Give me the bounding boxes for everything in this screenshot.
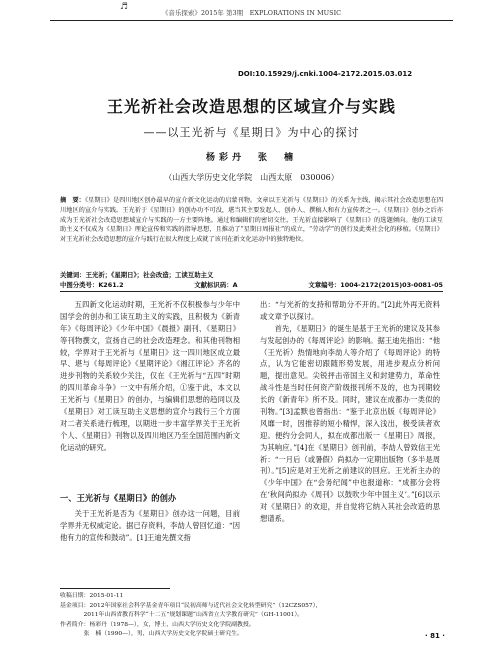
abstract-label: 摘 要： (60, 197, 85, 204)
authors: 杨彩丹 张 楠 (205, 153, 297, 163)
section-heading: 一、王光祈与《星期日》的创办 (60, 493, 177, 503)
footnotes (60, 592, 443, 640)
affiliation: （山西大学历史文化学院 山西太原 030006） (164, 173, 339, 182)
body-left-column (60, 299, 240, 454)
footnote-line: 作者简介：杨彩丹（1978—），女，博士，山西大学历史文化学院副教授。 (60, 621, 255, 628)
body-paragraph: 关于王光祈是否为《星期日》创办这一问题，目前学界并无权威定论。据已存资料，李劼人曾回忆道：“因他有力的宣传和鼓动”。[1]王迪先撰文指 (60, 509, 240, 542)
body-left-column-2 (60, 508, 240, 544)
paper-subtitle: ——以王光祈与《星期日》为中心的探讨 (143, 126, 360, 139)
clc-number: 中图分类号：K261.2 (60, 281, 124, 289)
page-number: · 81 · (425, 632, 445, 640)
paper-title: 王光祈社会改造思想的区域宣介与实践 (106, 97, 396, 116)
running-header: 《音乐探索》2015年 第3期 EXPLORATIONS IN MUSIC (161, 9, 342, 17)
footnote-rule (60, 588, 170, 589)
body-paragraph: 出：“与光祈的支持和帮助分不开的。”[2]此外再无资料或文章予以探讨。 (260, 300, 440, 321)
footnote-line: 2011年山西省教育科学“十二五”规划课题“山西省立大学教育研究”（GH-11001）。 (60, 612, 304, 619)
footnote-line: 收稿日期：2015-01-11 (60, 593, 124, 599)
abstract-rule (60, 291, 443, 292)
footnote-line: 张 楠（1990—），男，山西大学历史文化学院硕士研究生。 (60, 631, 243, 638)
article-number: 文章编号：1004-2172(2015)03-0081-05 (308, 281, 443, 289)
doi: DOI:10.15929/j.cnki.1004-2172.2015.03.012 (238, 70, 413, 78)
keywords (60, 270, 443, 279)
body-right-column (260, 299, 440, 525)
body-paragraph: 首先，《星期日》的诞生是基于王光祈的建议及其参与发起创办的《每周评论》的影响。据王迪先指出：“他（王光祈）热情地向李劼人等介绍了《每周评论》的特点，认为它能密切跟随形势发展，用进步观点分析问题，提出意见。尖锐抨击帝国主义和封建势力，革命性战斗性是当时任何资产阶级报刊所不及的，也为刊期较长的《新青年》所不及。同时，建议在成都办一类似的刊物。”[3]孟默也曾指出：“鉴于北京出版《每周评论》风靡一时，因推荐的短小精悍，深入浅出，极受读者欢迎。便约分会同人，拟在成都出版一《星期日》周报，为其响应。”[4]在《星期日》创刊前，李劼人曾致信王光祈：“一月后（或暑假）尚拟办一定期出版物（多半是周刊）。”[5]应是对王光祈之前建议的回应。王光祈主办的《少年中国》在“会务纪闻”中也报道称：“成都分会将在‘秋间尚拟办《周刊》以鼓吹少年中国主义’。”[6]以示对《星期日》的欢迎，并自觉将它纳入其社会改造的思想谱系。 (260, 323, 440, 524)
keywords-text: 王光祈；《星期日》；社会改造；工读互助主义 (85, 271, 214, 279)
journal-logo-icon: ♬ (120, 2, 129, 12)
header-rule (50, 20, 453, 21)
abstract-text: 《星期日》是四川地区创办最早的宣介新文化运动的启蒙刊物。文章以王光祈与《星期日》的关系为主线，揭示其社会改造思想在四川地区的宣介与实践。王光祈于《星期日》的创办功不可没，堪当其主要发起人、创办人、撰稿人和有力宣传者之一。《星期日》创办之后亦成为王光祈社会改造思想域宣介与实践的一方主要阵地。通过和编辑们的密切交往，王光祈直接影响了《星期日》的选题倾向。他的工读互助主义不仅成为《星期日》理论宣传和实践的指导思想，且推动了“星期日周报社”的成立，“劳动学”的创行及此类社会化的移植。《星期日》对王光祈社会改造思想的宣介与践行在很大程度上成就了该刊在新文化运动中的独特地位。 (60, 197, 444, 244)
document-code: 文献标识码：A (194, 281, 238, 289)
footnote-line: 基金项目：2012年国家社会科学基金青年项目“民初高师与近代社会文化转型研究”（12CZS057）， (60, 602, 322, 609)
classification-line (60, 280, 443, 289)
keywords-label: 关键词： (60, 271, 86, 279)
body-paragraph: 五四新文化运动时期，王光祈不仅积极参与少年中国学会的创办和工读互助主义的实践，且积极为《新青年》《每周评论》《少年中国》《晨报》副刊、《星期日》等刊物撰文，宣扬自己的社会改造理念。和其他刊物相较，学界对于王光祈与《星期日》这一四川地区成立最早、堪与《每周评论》《星期评论》《湘江评论》齐名的进步刊物的关系较少关注，仅在《王光祈与“五四”时期的四川革命斗争》一文中有所介绍，①鉴于此，本文以王光祈与《星期日》的创办，与编辑们思想的趋同以及《星期日》对工读互助主义思想的宣介与践行三个方面对二者关系进行梳理，以期进一步丰富学界关于王光祈个人、《星期日》刊物以及四川地区乃至全国范围内新文化运动的研究。 (60, 300, 240, 452)
abstract (60, 196, 443, 245)
